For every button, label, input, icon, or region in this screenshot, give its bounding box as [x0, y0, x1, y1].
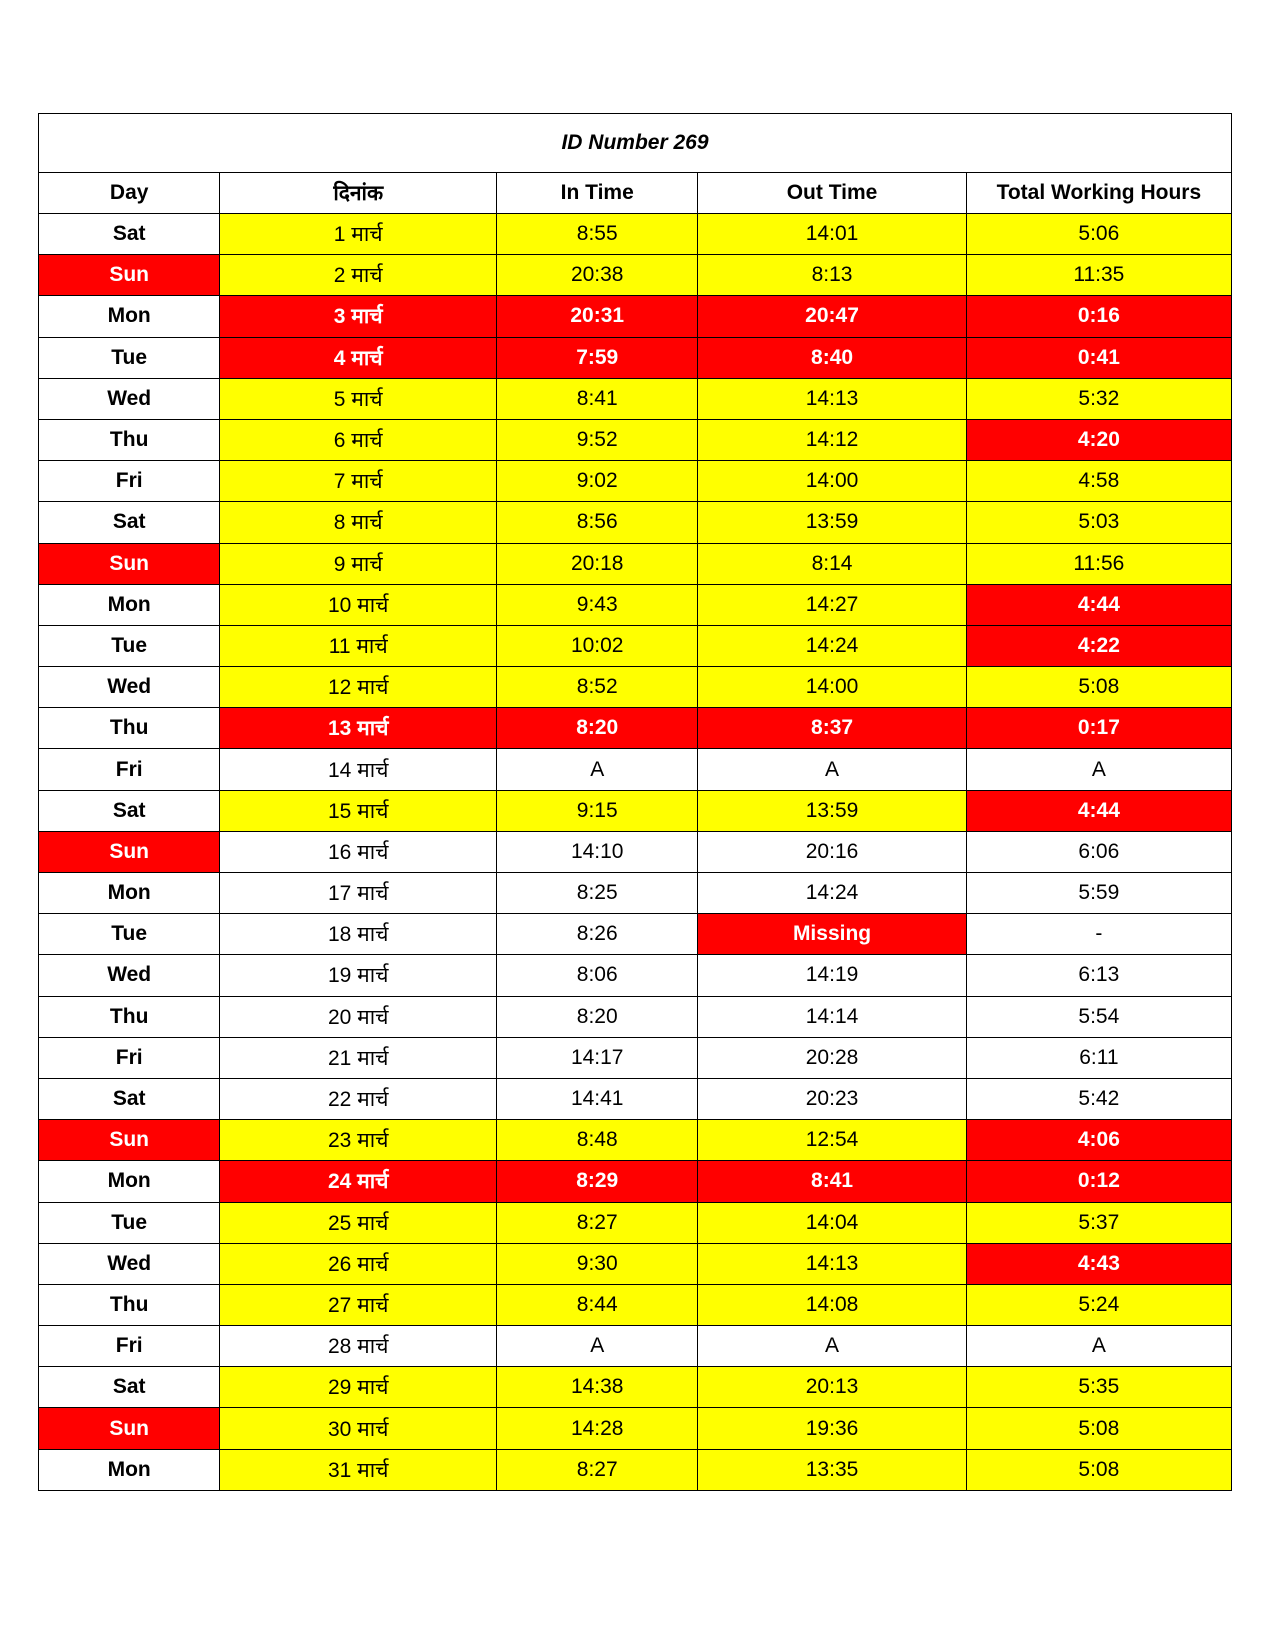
day-cell: Sat	[39, 214, 220, 255]
date-cell: 29 मार्च	[220, 1367, 497, 1408]
day-cell: Wed	[39, 378, 220, 419]
day-cell: Thu	[39, 1284, 220, 1325]
total-hours-cell: 6:06	[966, 831, 1231, 872]
out-time-cell: 13:59	[698, 790, 966, 831]
total-hours-cell: 4:44	[966, 790, 1231, 831]
out-time-cell: 8:41	[698, 1161, 966, 1202]
table-row	[39, 1120, 1232, 1161]
total-hours-cell: 0:17	[966, 708, 1231, 749]
out-time-cell: 20:13	[698, 1367, 966, 1408]
date-cell: 2 मार्च	[220, 255, 497, 296]
out-time-cell: 19:36	[698, 1408, 966, 1449]
date-cell: 1 मार्च	[220, 214, 497, 255]
in-time-cell: 20:18	[497, 543, 698, 584]
date-cell: 19 मार्च	[220, 955, 497, 996]
total-hours-cell: A	[966, 749, 1231, 790]
total-hours-cell: 0:16	[966, 296, 1231, 337]
date-cell: 16 मार्च	[220, 831, 497, 872]
out-time-cell: 14:00	[698, 667, 966, 708]
in-time-cell: 8:29	[497, 1161, 698, 1202]
in-time-cell: 10:02	[497, 625, 698, 666]
table-row	[39, 1202, 1232, 1243]
in-time-cell: 8:41	[497, 378, 698, 419]
in-time-cell: 14:41	[497, 1078, 698, 1119]
in-time-cell: 8:20	[497, 708, 698, 749]
out-time-cell: A	[698, 749, 966, 790]
day-cell: Mon	[39, 296, 220, 337]
date-cell: 30 मार्च	[220, 1408, 497, 1449]
total-hours-cell: 0:12	[966, 1161, 1231, 1202]
day-cell: Thu	[39, 996, 220, 1037]
day-cell: Sun	[39, 543, 220, 584]
day-cell: Sat	[39, 790, 220, 831]
date-cell: 27 मार्च	[220, 1284, 497, 1325]
total-hours-cell: 5:54	[966, 996, 1231, 1037]
header-in-time: In Time	[497, 173, 698, 214]
date-cell: 8 मार्च	[220, 502, 497, 543]
header-out-time: Out Time	[698, 173, 966, 214]
out-time-cell: 20:23	[698, 1078, 966, 1119]
day-cell: Thu	[39, 708, 220, 749]
out-time-cell: 14:14	[698, 996, 966, 1037]
date-cell: 5 मार्च	[220, 378, 497, 419]
out-time-cell: 13:35	[698, 1449, 966, 1490]
out-time-cell: 8:13	[698, 255, 966, 296]
day-cell: Sun	[39, 1120, 220, 1161]
total-hours-cell: 5:32	[966, 378, 1231, 419]
header-total-hours: Total Working Hours	[966, 173, 1231, 214]
table-row	[39, 667, 1232, 708]
table-row	[39, 914, 1232, 955]
in-time-cell: 20:38	[497, 255, 698, 296]
out-time-cell: 14:13	[698, 378, 966, 419]
day-cell: Tue	[39, 914, 220, 955]
date-cell: 31 मार्च	[220, 1449, 497, 1490]
table-row	[39, 955, 1232, 996]
out-time-cell: 8:40	[698, 337, 966, 378]
in-time-cell: 20:31	[497, 296, 698, 337]
day-cell: Sun	[39, 831, 220, 872]
date-cell: 17 मार्च	[220, 873, 497, 914]
in-time-cell: 14:17	[497, 1037, 698, 1078]
day-cell: Mon	[39, 584, 220, 625]
date-cell: 20 मार्च	[220, 996, 497, 1037]
table-row	[39, 1326, 1232, 1367]
total-hours-cell: A	[966, 1326, 1231, 1367]
table-row	[39, 996, 1232, 1037]
total-hours-cell: 0:41	[966, 337, 1231, 378]
out-time-cell: 8:37	[698, 708, 966, 749]
date-cell: 10 मार्च	[220, 584, 497, 625]
table-row	[39, 502, 1232, 543]
day-cell: Mon	[39, 873, 220, 914]
total-hours-cell: 5:59	[966, 873, 1231, 914]
table-row	[39, 831, 1232, 872]
date-cell: 22 मार्च	[220, 1078, 497, 1119]
total-hours-cell: 11:56	[966, 543, 1231, 584]
total-hours-cell: 5:35	[966, 1367, 1231, 1408]
in-time-cell: 14:28	[497, 1408, 698, 1449]
date-cell: 12 मार्च	[220, 667, 497, 708]
table-row	[39, 1078, 1232, 1119]
table-row	[39, 419, 1232, 460]
in-time-cell: 8:26	[497, 914, 698, 955]
day-cell: Sat	[39, 1367, 220, 1408]
day-cell: Sun	[39, 255, 220, 296]
table-title: ID Number 269	[39, 114, 1232, 173]
table-row	[39, 1284, 1232, 1325]
date-cell: 11 मार्च	[220, 625, 497, 666]
total-hours-cell: 5:42	[966, 1078, 1231, 1119]
total-hours-cell: 5:03	[966, 502, 1231, 543]
table-row	[39, 625, 1232, 666]
date-cell: 15 मार्च	[220, 790, 497, 831]
day-cell: Tue	[39, 337, 220, 378]
day-cell: Fri	[39, 1037, 220, 1078]
total-hours-cell: 5:37	[966, 1202, 1231, 1243]
date-cell: 25 मार्च	[220, 1202, 497, 1243]
in-time-cell: 9:30	[497, 1243, 698, 1284]
total-hours-cell: 5:08	[966, 1449, 1231, 1490]
total-hours-cell: 4:06	[966, 1120, 1231, 1161]
out-time-cell: 12:54	[698, 1120, 966, 1161]
table-row	[39, 1037, 1232, 1078]
total-hours-cell: 4:43	[966, 1243, 1231, 1284]
table-row	[39, 584, 1232, 625]
total-hours-cell: 6:11	[966, 1037, 1231, 1078]
title-row	[39, 114, 1232, 173]
in-time-cell: 8:52	[497, 667, 698, 708]
date-cell: 26 मार्च	[220, 1243, 497, 1284]
table-row	[39, 337, 1232, 378]
total-hours-cell: 5:08	[966, 1408, 1231, 1449]
out-time-cell: 20:16	[698, 831, 966, 872]
date-cell: 24 मार्च	[220, 1161, 497, 1202]
out-time-cell: 14:08	[698, 1284, 966, 1325]
day-cell: Fri	[39, 461, 220, 502]
table-row	[39, 461, 1232, 502]
in-time-cell: 8:55	[497, 214, 698, 255]
day-cell: Fri	[39, 749, 220, 790]
table-row	[39, 749, 1232, 790]
in-time-cell: 8:27	[497, 1202, 698, 1243]
out-time-cell: 14:24	[698, 873, 966, 914]
table-row	[39, 543, 1232, 584]
day-cell: Fri	[39, 1326, 220, 1367]
in-time-cell: 9:02	[497, 461, 698, 502]
total-hours-cell: 11:35	[966, 255, 1231, 296]
table-row	[39, 1161, 1232, 1202]
in-time-cell: 8:48	[497, 1120, 698, 1161]
total-hours-cell: 5:06	[966, 214, 1231, 255]
total-hours-cell: 6:13	[966, 955, 1231, 996]
date-cell: 3 मार्च	[220, 296, 497, 337]
out-time-cell: 13:59	[698, 502, 966, 543]
attendance-table	[38, 113, 1232, 1491]
table-row	[39, 255, 1232, 296]
in-time-cell: 14:38	[497, 1367, 698, 1408]
table-row	[39, 378, 1232, 419]
day-cell: Sat	[39, 502, 220, 543]
in-time-cell: A	[497, 1326, 698, 1367]
day-cell: Wed	[39, 1243, 220, 1284]
day-cell: Wed	[39, 955, 220, 996]
in-time-cell: 9:52	[497, 419, 698, 460]
in-time-cell: 7:59	[497, 337, 698, 378]
in-time-cell: 8:25	[497, 873, 698, 914]
in-time-cell: 8:20	[497, 996, 698, 1037]
out-time-cell: 14:00	[698, 461, 966, 502]
header-date: दिनांक	[220, 173, 497, 214]
day-cell: Wed	[39, 667, 220, 708]
table-row	[39, 1243, 1232, 1284]
total-hours-cell: 5:24	[966, 1284, 1231, 1325]
day-cell: Sat	[39, 1078, 220, 1119]
date-cell: 18 मार्च	[220, 914, 497, 955]
in-time-cell: 8:56	[497, 502, 698, 543]
day-cell: Mon	[39, 1161, 220, 1202]
date-cell: 13 मार्च	[220, 708, 497, 749]
table-row	[39, 1367, 1232, 1408]
out-time-cell: 14:19	[698, 955, 966, 996]
day-cell: Tue	[39, 1202, 220, 1243]
total-hours-cell: 5:08	[966, 667, 1231, 708]
attendance-sheet	[38, 113, 1232, 1491]
table-row	[39, 873, 1232, 914]
out-time-cell: 14:12	[698, 419, 966, 460]
date-cell: 23 मार्च	[220, 1120, 497, 1161]
total-hours-cell: -	[966, 914, 1231, 955]
date-cell: 9 मार्च	[220, 543, 497, 584]
in-time-cell: 14:10	[497, 831, 698, 872]
out-time-cell: 20:47	[698, 296, 966, 337]
out-time-cell: 14:24	[698, 625, 966, 666]
out-time-cell: 20:28	[698, 1037, 966, 1078]
in-time-cell: 8:06	[497, 955, 698, 996]
date-cell: 21 मार्च	[220, 1037, 497, 1078]
in-time-cell: 9:43	[497, 584, 698, 625]
day-cell: Tue	[39, 625, 220, 666]
total-hours-cell: 4:22	[966, 625, 1231, 666]
day-cell: Thu	[39, 419, 220, 460]
date-cell: 28 मार्च	[220, 1326, 497, 1367]
table-row	[39, 1449, 1232, 1490]
date-cell: 4 मार्च	[220, 337, 497, 378]
in-time-cell: 8:27	[497, 1449, 698, 1490]
in-time-cell: 9:15	[497, 790, 698, 831]
date-cell: 7 मार्च	[220, 461, 497, 502]
table-row	[39, 214, 1232, 255]
day-cell: Sun	[39, 1408, 220, 1449]
day-cell: Mon	[39, 1449, 220, 1490]
table-row	[39, 708, 1232, 749]
total-hours-cell: 4:44	[966, 584, 1231, 625]
out-time-cell: A	[698, 1326, 966, 1367]
out-time-cell: 14:01	[698, 214, 966, 255]
in-time-cell: 8:44	[497, 1284, 698, 1325]
table-row	[39, 1408, 1232, 1449]
header-day: Day	[39, 173, 220, 214]
total-hours-cell: 4:20	[966, 419, 1231, 460]
out-time-cell: 8:14	[698, 543, 966, 584]
table-row	[39, 790, 1232, 831]
total-hours-cell: 4:58	[966, 461, 1231, 502]
out-time-cell: 14:04	[698, 1202, 966, 1243]
in-time-cell: A	[497, 749, 698, 790]
out-time-cell: Missing	[698, 914, 966, 955]
header-row	[39, 173, 1232, 214]
out-time-cell: 14:13	[698, 1243, 966, 1284]
date-cell: 14 मार्च	[220, 749, 497, 790]
table-row	[39, 296, 1232, 337]
date-cell: 6 मार्च	[220, 419, 497, 460]
table-body	[39, 214, 1232, 1491]
out-time-cell: 14:27	[698, 584, 966, 625]
